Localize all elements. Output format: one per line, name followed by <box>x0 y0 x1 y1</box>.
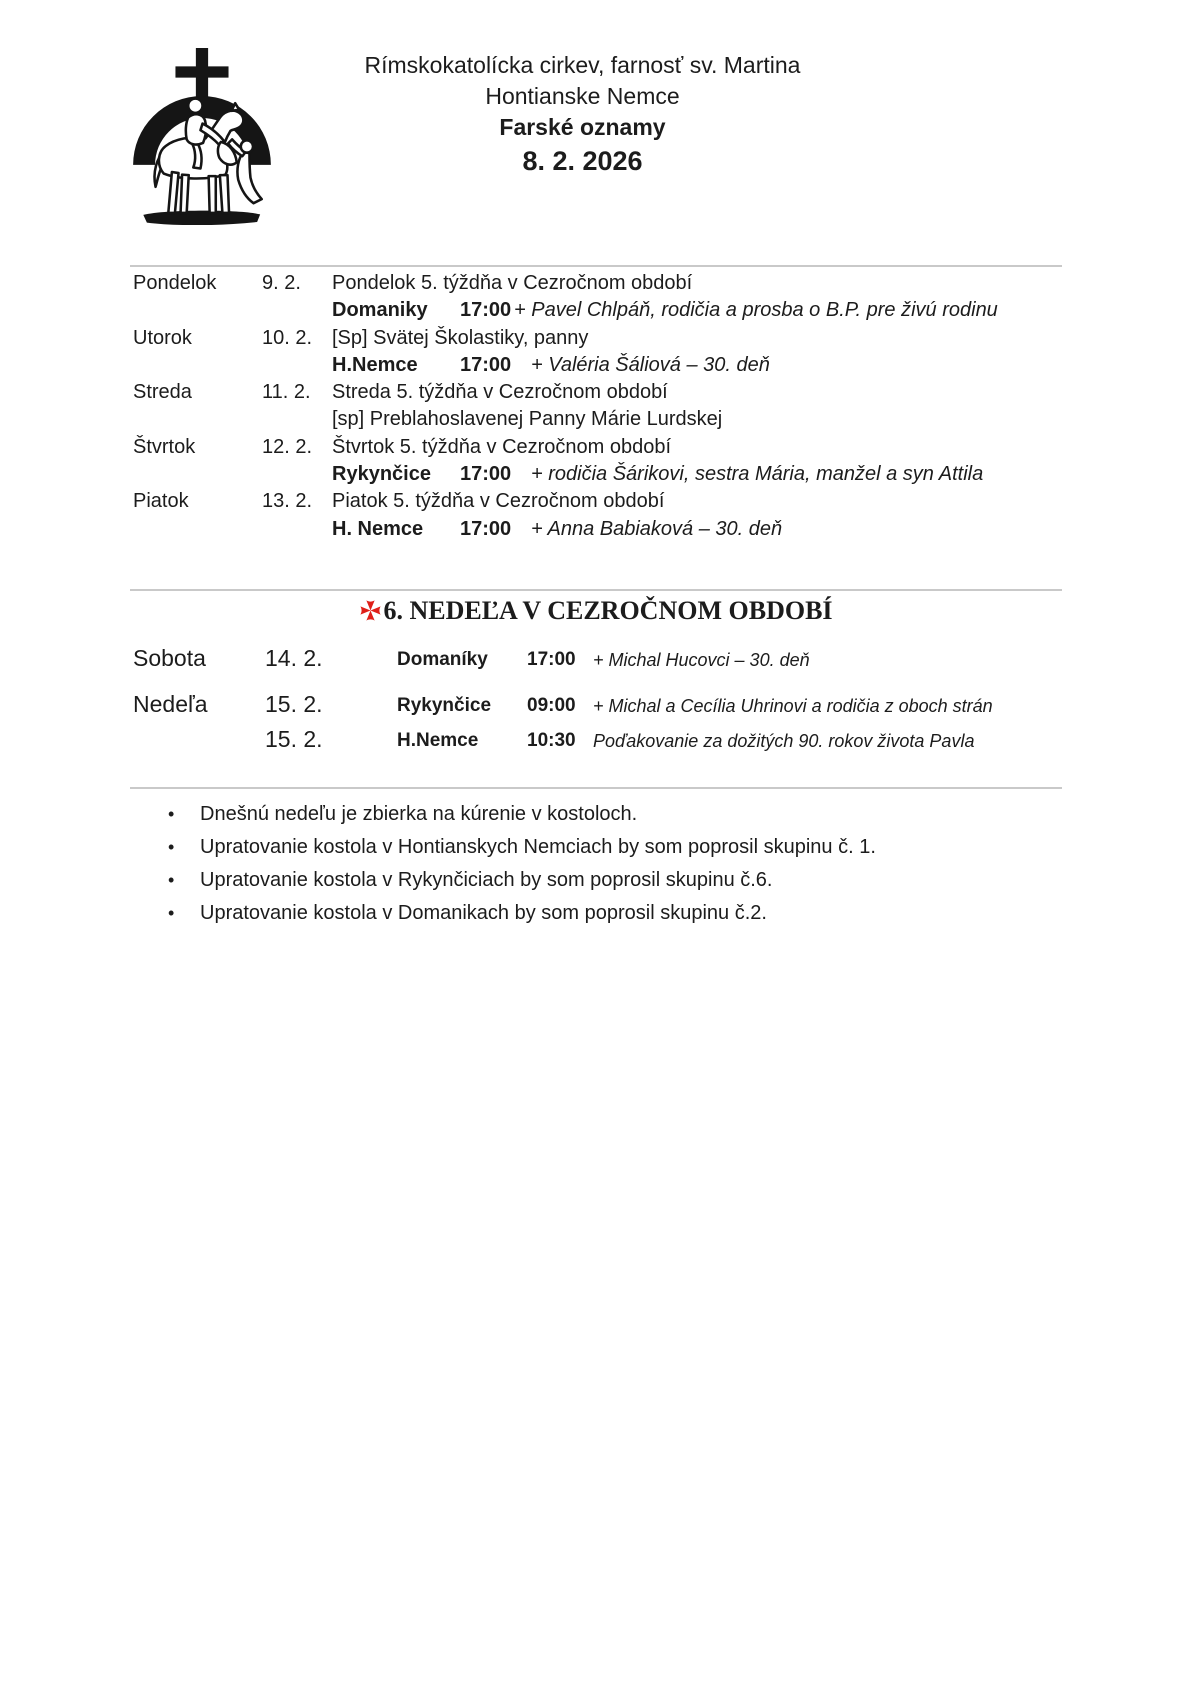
date-label: 13. 2. <box>262 490 313 513</box>
mass-intention: + Michal Hucovci – 30. deň <box>593 650 810 670</box>
mass-place: Domaníky <box>397 649 488 670</box>
date-label: 9. 2. <box>262 272 301 294</box>
mass-time: 10:30 <box>527 730 576 751</box>
horse-leg <box>209 176 216 213</box>
memorial-note: [sp] Preblahoslavenej Panny Márie Lurdskej <box>332 408 723 431</box>
parish-name: Rímskokatolícka cirkev, farnosť sv. Martina <box>364 52 801 78</box>
weekend-row <box>133 726 1083 756</box>
mass-intention: + Valéria Šáliová – 30. deň <box>531 353 770 376</box>
mass-time: 17:00 <box>460 353 512 376</box>
bulletin-title: Farské oznamy <box>499 114 666 140</box>
date-label: 15. 2. <box>265 726 323 752</box>
announcement-text: Upratovanie kostola v Hontianskych Nemciach by som poprosil skupinu č. 1. <box>200 836 876 858</box>
mass-time: 17:00 <box>527 649 576 670</box>
day-label: Utorok <box>133 326 192 349</box>
bullet-icon: • <box>168 837 175 857</box>
horse-leg <box>220 175 229 213</box>
mass-intention: + Michal a Cecília Uhrinovi a rodičia z oboch strán <box>593 696 993 716</box>
bullet-icon: • <box>168 903 175 923</box>
day-label: Sobota <box>133 645 206 671</box>
sunday-heading <box>130 596 1062 626</box>
day-label: Streda <box>133 381 192 404</box>
mass-place: H.Nemce <box>332 353 418 376</box>
mass-intention: + Anna Babiaková – 30. deň <box>531 517 783 540</box>
mass-time: 09:00 <box>527 695 576 716</box>
horizontal-rule-top <box>130 265 1062 267</box>
mass-place: H. Nemce <box>332 517 424 540</box>
feast-label: Streda 5. týždňa v Cezročnom období <box>332 381 668 404</box>
day-label: Piatok <box>133 490 189 513</box>
date-label: 12. 2. <box>262 435 313 458</box>
sunday-title: 6. NEDEĽA V CEZROČNOM OBDOBÍ <box>383 596 833 625</box>
horse-leg <box>168 172 178 213</box>
announcement-text: Upratovanie kostola v Domanikach by som poprosil skupinu č.2. <box>200 902 767 924</box>
mass-place: Rykynčice <box>397 695 492 716</box>
mass-intention: Poďakovanie za dožitých 90. rokov života Pavla <box>593 731 975 751</box>
feast-label: Piatok 5. týždňa v Cezročnom období <box>332 490 665 513</box>
parish-town: Hontianske Nemce <box>485 83 680 109</box>
horse-leg <box>181 175 189 213</box>
mass-place: H.Nemce <box>397 730 479 751</box>
st-martin-parish-logo-icon <box>128 46 276 224</box>
bulletin-date: 8. 2. 2026 <box>522 146 643 176</box>
document-header <box>255 50 910 179</box>
mass-intention: + Pavel Chlpáň, rodičia a prosba o B.P. pre živú rodinu <box>514 299 998 322</box>
mass-intention: + rodičia Šárikovi, sestra Mária, manžel a syn Attila <box>531 463 984 486</box>
date-label: 11. 2. <box>262 381 311 404</box>
announcement-text: Dnešnú nedeľu je zbierka na kúrenie v kostoloch. <box>200 803 638 825</box>
announcement-text: Upratovanie kostola v Rykynčiciach by som poprosil skupinu č.6. <box>200 869 773 891</box>
rider-head <box>188 99 202 113</box>
date-label: 14. 2. <box>265 645 323 671</box>
feast-label: [Sp] Svätej Školastiky, panny <box>332 326 589 349</box>
mass-time: 17:00 <box>460 463 512 486</box>
feast-label: Pondelok 5. týždňa v Cezročnom období <box>332 272 693 294</box>
day-label: Pondelok <box>133 272 217 294</box>
horizontal-rule-bottom <box>130 787 1062 789</box>
feast-label: Štvrtok 5. týždňa v Cezročnom období <box>332 435 672 458</box>
weekend-row <box>133 645 1083 675</box>
date-label: 15. 2. <box>265 691 323 717</box>
horizontal-rule-middle <box>130 589 1062 591</box>
bullet-icon: • <box>168 870 175 890</box>
day-label: Štvrtok <box>133 435 196 458</box>
date-label: 10. 2. <box>262 326 313 349</box>
weekend-row <box>133 691 1083 721</box>
red-cross-pattee-icon <box>359 599 382 622</box>
beggar-head <box>241 140 253 152</box>
mass-place: Domaniky <box>332 299 428 322</box>
bullet-icon: • <box>168 804 175 824</box>
day-label: Nedeľa <box>133 691 208 717</box>
mass-time: 17:00 <box>460 299 512 322</box>
mass-time: 17:00 <box>460 517 512 540</box>
ground-shape <box>143 211 260 225</box>
mass-place: Rykynčice <box>332 463 431 486</box>
